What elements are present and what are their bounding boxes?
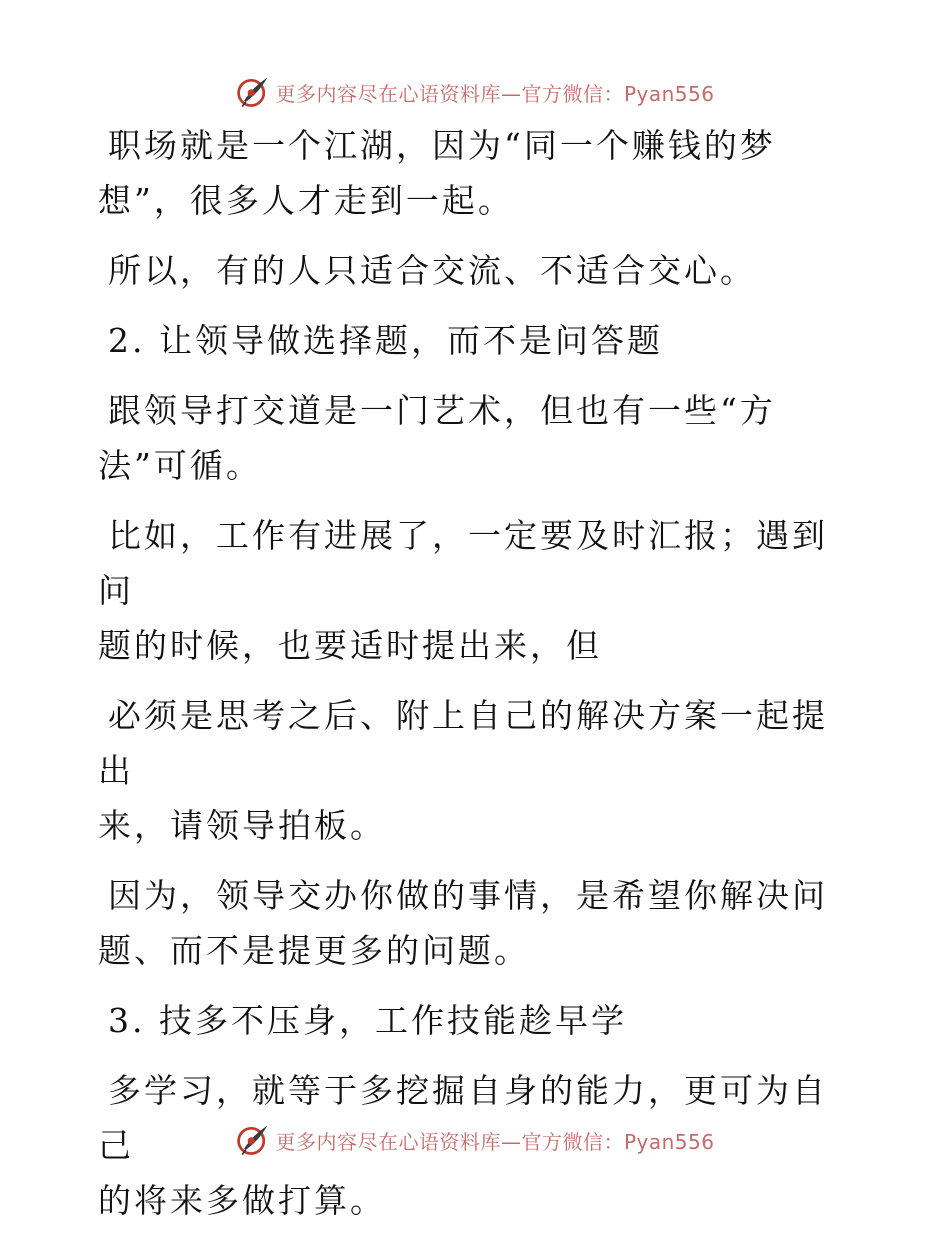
paragraph bbox=[98, 508, 838, 673]
document-body bbox=[98, 118, 838, 1243]
feather-pen-logo-icon bbox=[235, 74, 271, 110]
paragraph-line: 所以，有的人只适合交流、不适合交心。 bbox=[108, 251, 756, 290]
paragraph-line: 职场就是一个江湖，因为“同一个赚钱的梦 bbox=[108, 126, 776, 165]
paragraph-line: 3. 技多不压身，工作技能趁早学 bbox=[108, 1001, 627, 1040]
paragraph-line: 多学习，就等于多挖掘自身的能力，更可为自己 bbox=[98, 1071, 828, 1165]
section-heading bbox=[98, 313, 838, 368]
paragraph-line: 题的时候，也要适时提出来，但 bbox=[98, 626, 602, 665]
section-heading bbox=[98, 993, 838, 1048]
paragraph-line: 法”可循。 bbox=[98, 446, 262, 485]
paragraph-line: 因为，领导交办你做的事情，是希望你解决问 bbox=[108, 876, 828, 915]
footer-banner-text: 更多内容尽在心语资料库—官方微信：Pyan556 bbox=[275, 1129, 715, 1154]
paragraph-line: 来，请领导拍板。 bbox=[98, 806, 386, 845]
feather-pen-logo-icon bbox=[235, 1122, 271, 1158]
paragraph bbox=[98, 383, 838, 493]
paragraph-line: 题、而不是提更多的问题。 bbox=[98, 931, 530, 970]
paragraph-line: 比如，工作有进展了，一定要及时汇报；遇到问 bbox=[98, 516, 828, 610]
paragraph bbox=[98, 868, 838, 978]
header-banner bbox=[0, 70, 950, 114]
paragraph bbox=[98, 688, 838, 853]
paragraph bbox=[98, 118, 838, 228]
paragraph-line: 想”，很多人才走到一起。 bbox=[98, 181, 514, 220]
paragraph bbox=[98, 243, 838, 298]
header-banner-text: 更多内容尽在心语资料库—官方微信：Pyan556 bbox=[275, 81, 715, 106]
paragraph-line: 的将来多做打算。 bbox=[98, 1181, 386, 1220]
footer-banner bbox=[0, 1118, 950, 1162]
paragraph-line: 必须是思考之后、附上自己的解决方案一起提出 bbox=[98, 696, 828, 790]
paragraph-line: 跟领导打交道是一门艺术，但也有一些“方 bbox=[108, 391, 776, 430]
paragraph-line: 2. 让领导做选择题，而不是问答题 bbox=[108, 321, 663, 360]
